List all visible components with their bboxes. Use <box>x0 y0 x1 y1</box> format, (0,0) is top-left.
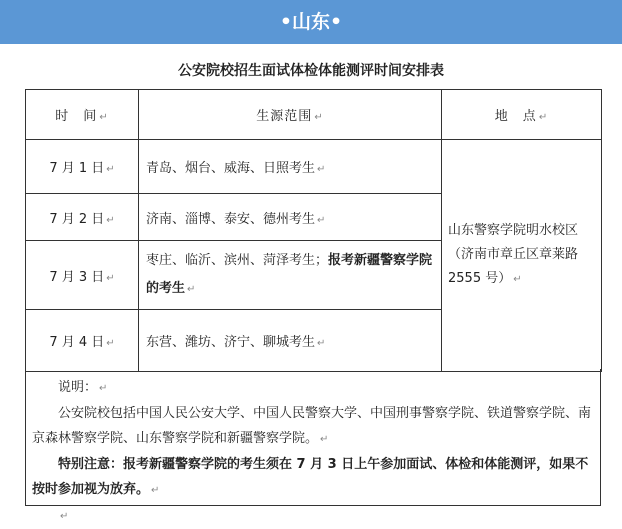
header-source: 生源范围 ↵ <box>139 90 442 140</box>
empty-paragraph: ↵ <box>60 511 69 522</box>
table-row <box>26 140 602 194</box>
notes-box <box>25 369 601 522</box>
row-date: 7 月 3 日 ↵ <box>26 241 139 310</box>
row-source: 济南、淄博、泰安、德州考生 ↵ <box>139 194 442 241</box>
row-source: 青岛、烟台、威海、日照考生 ↵ <box>139 140 442 194</box>
row-source: 枣庄、临沂、滨州、菏泽考生；报考新疆警察学院的考生 ↵ <box>139 241 442 310</box>
notes-label: 说明： ↵ <box>58 380 108 395</box>
banner-title: •山东• <box>279 11 343 33</box>
header-date: 时 间 ↵ <box>26 90 139 140</box>
row-source: 东营、潍坊、济宁、聊城考生 ↵ <box>139 310 442 372</box>
row-date: 7 月 1 日 ↵ <box>26 140 139 194</box>
row-date: 7 月 2 日 ↵ <box>26 194 139 241</box>
document-title: 公安院校招生面试体检体能测评时间安排表 <box>178 63 444 79</box>
notes-paragraph: 公安院校包括中国人民公安大学、中国人民警察大学、中国刑事警察学院、铁道警察学院、南京森林警察学院、山东警察学院和新疆警察学院。 ↵ <box>32 406 592 446</box>
province-banner <box>0 0 622 44</box>
special-note: 特别注意：报考新疆警察学院的考生须在 7 月 3 日上午参加面试、体检和体能测评，如果不按时参加视为放弃。 ↵ <box>32 457 589 497</box>
row-date: 7 月 4 日 ↵ <box>26 310 139 372</box>
schedule-table <box>25 89 602 372</box>
location-cell: 山东警察学院明水校区（济南市章丘区章莱路 2555 号） ↵ <box>442 140 602 372</box>
xinjiang-note: 报考新疆警察学院的考生 <box>146 252 433 296</box>
table-header-row <box>26 90 602 140</box>
header-location: 地 点 ↵ <box>442 90 602 140</box>
